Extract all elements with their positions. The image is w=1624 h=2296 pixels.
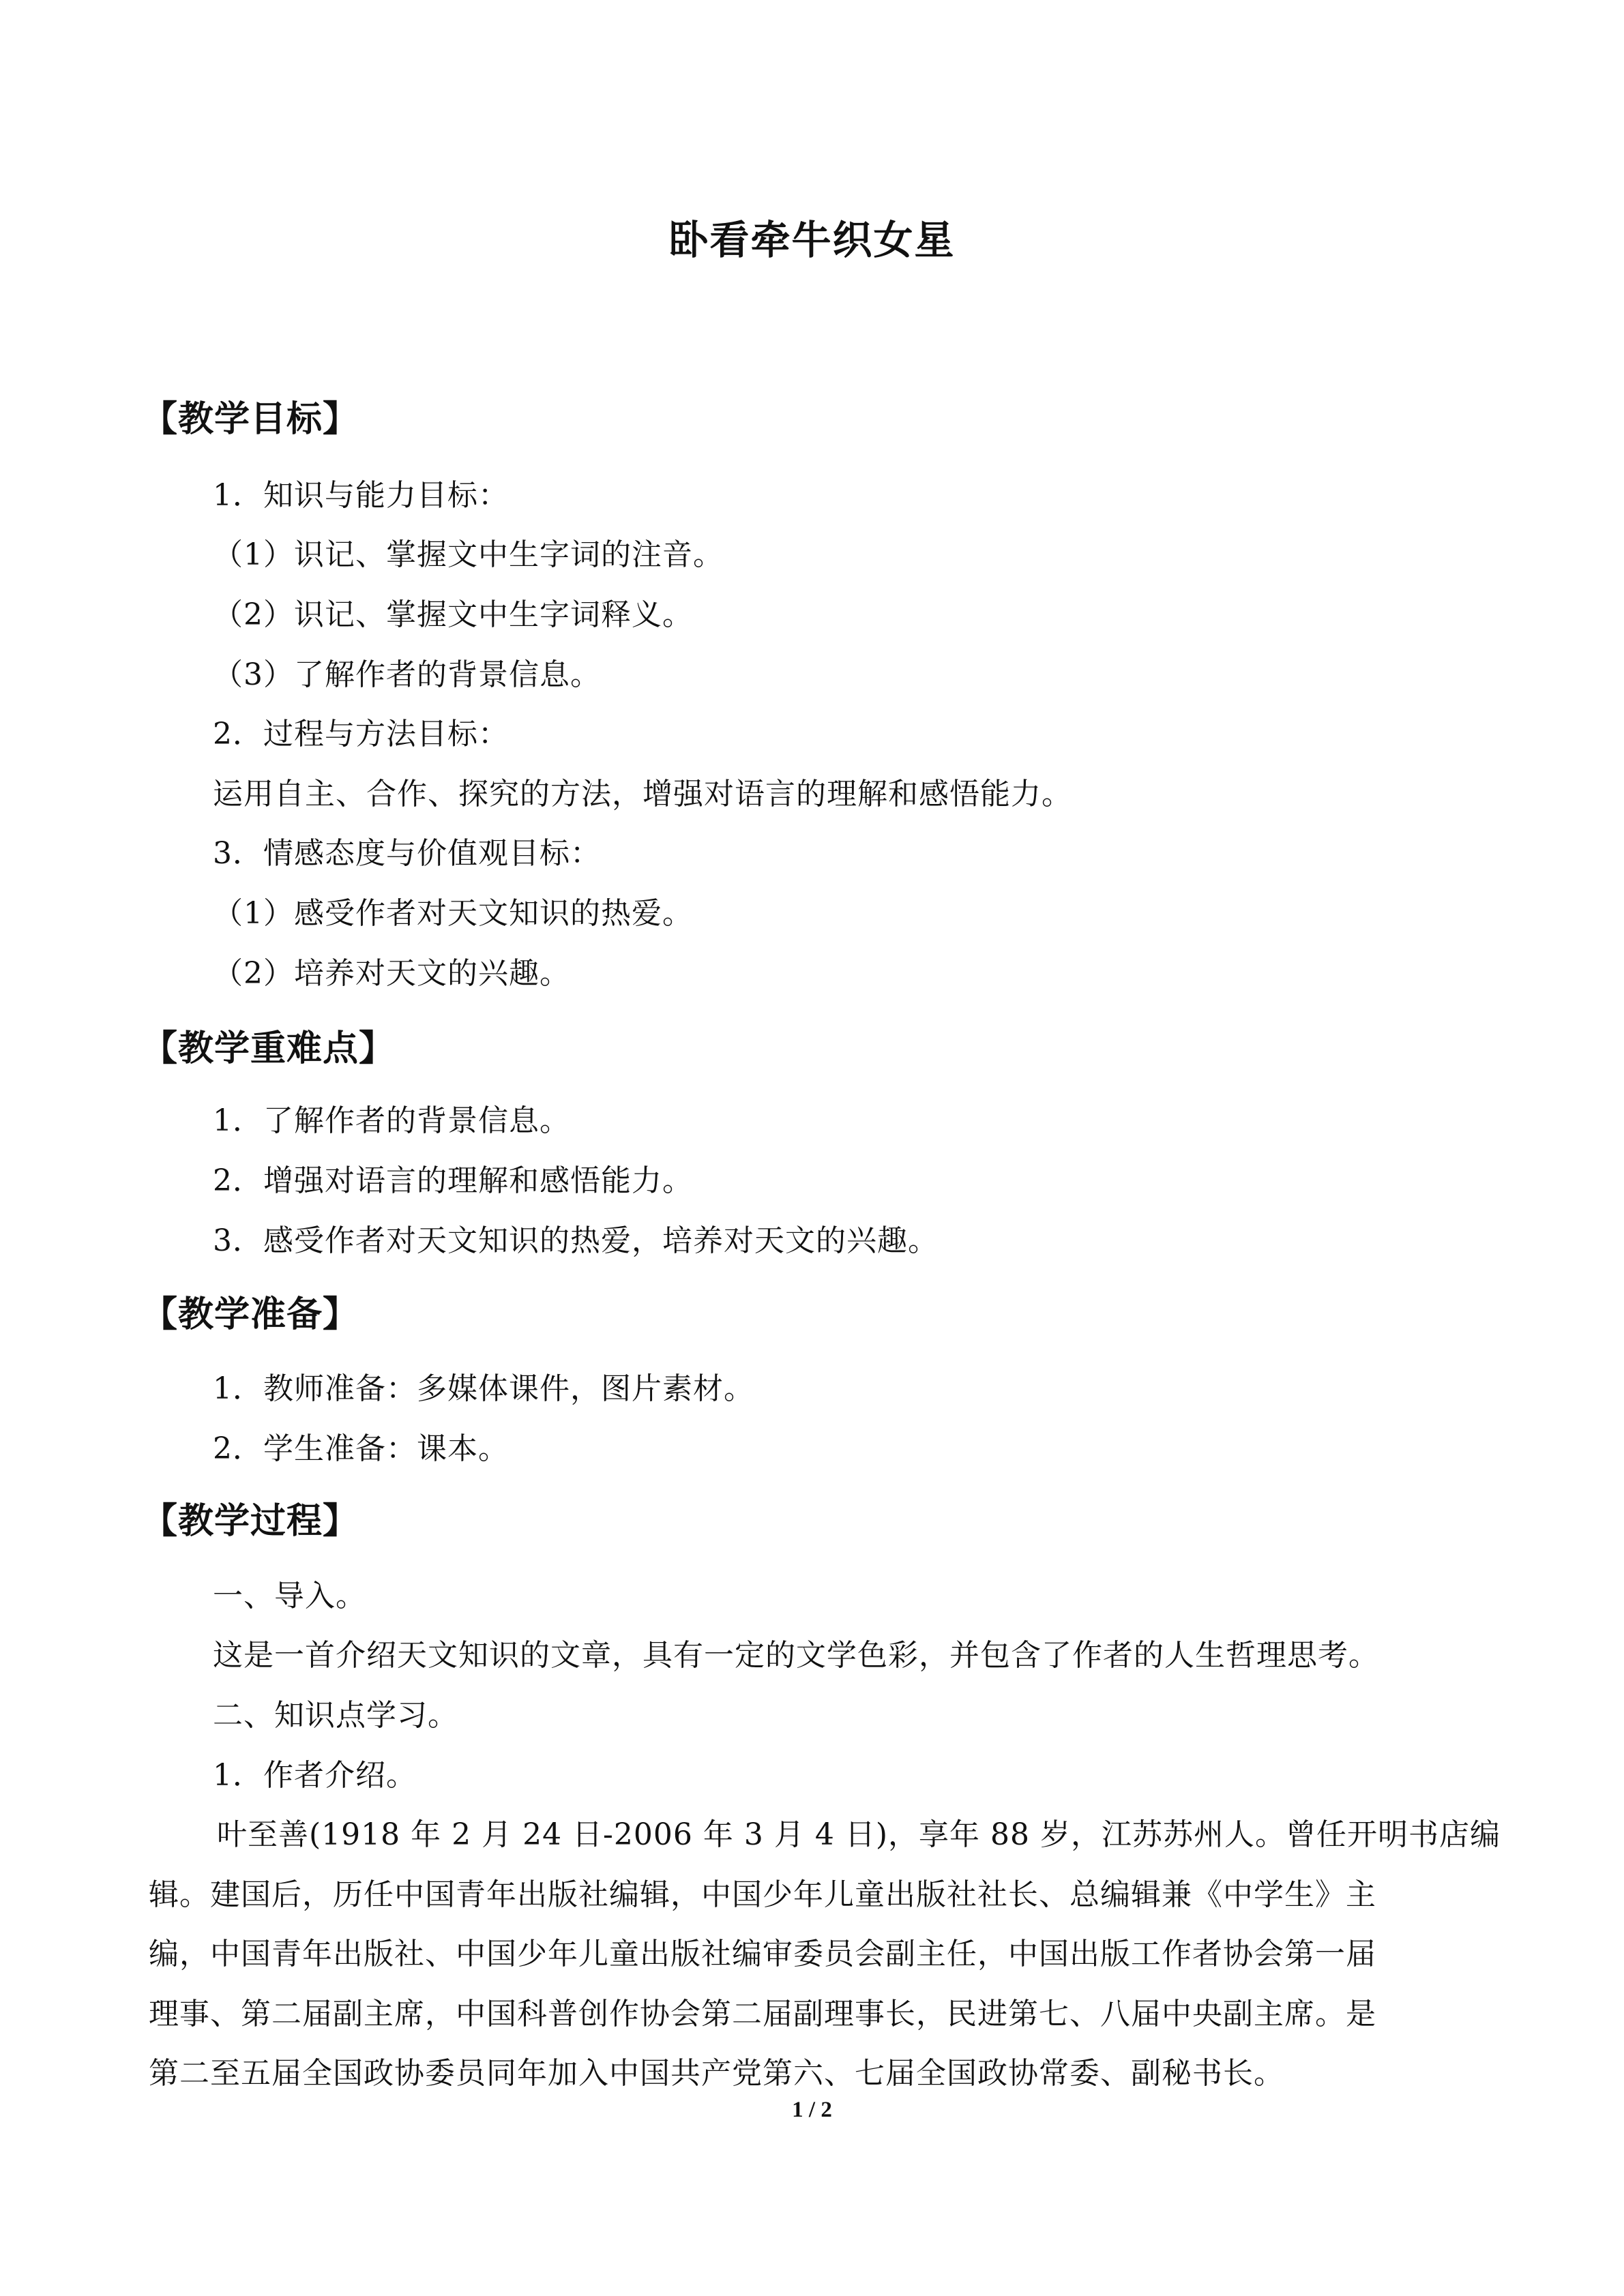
process-line: 这是一首介绍天文知识的文章，具有一定的文学色彩，并包含了作者的人生哲理思考。 [213, 1638, 1379, 1673]
section-heading-process: 【教学过程】 [142, 1501, 359, 1542]
goals-line: （2）培养对天文的兴趣。 [213, 956, 570, 991]
process-line: 1．作者介绍。 [213, 1758, 417, 1793]
page-number: 1 / 2 [792, 2098, 832, 2122]
key-points-line: 2．增强对语言的理解和感悟能力。 [213, 1163, 693, 1198]
author-paragraph-line: 辑。建国后，历任中国青年出版社编辑，中国少年儿童出版社社长、总编辑兼《中学生》主 [149, 1877, 1376, 1912]
process-line: 一、导入。 [213, 1579, 366, 1613]
goals-line: （3）了解作者的背景信息。 [213, 657, 601, 692]
author-paragraph-line: 第二至五届全国政协委员同年加入中国共产党第六、七届全国政协常委、副秘书长。 [149, 2056, 1284, 2091]
preparation-line: 2．学生准备：课本。 [213, 1431, 509, 1466]
goals-line: （2）识记、掌握文中生字词释义。 [213, 597, 693, 632]
author-paragraph-line: 理事、第二届副主席，中国科普创作协会第二届副理事长，民进第七、八届中央副主席。是 [149, 1997, 1376, 2031]
goals-line: 3．情感态度与价值观目标： [213, 836, 601, 871]
goals-line: （1）识记、掌握文中生字词的注音。 [213, 537, 724, 572]
goals-line: 2．过程与方法目标： [213, 717, 509, 751]
key-points-line: 3．感受作者对天文知识的热爱，培养对天文的兴趣。 [213, 1223, 939, 1258]
goals-line: （1）感受作者对天文知识的热爱。 [213, 896, 693, 931]
goals-line: 运用自主、合作、探究的方法，增强对语言的理解和感悟能力。 [213, 777, 1072, 811]
preparation-line: 1．教师准备：多媒体课件，图片素材。 [213, 1371, 754, 1406]
section-heading-key-points: 【教学重难点】 [142, 1028, 396, 1069]
section-heading-goals: 【教学目标】 [142, 399, 359, 440]
section-heading-preparation: 【教学准备】 [142, 1294, 359, 1335]
author-paragraph-line: 叶至善(1918 年 2 月 24 日-2006 年 3 月 4 日)，享年 88 岁，江苏苏州人。曾任开明书店编 [217, 1817, 1501, 1852]
process-line: 二、知识点学习。 [213, 1698, 458, 1733]
document-title: 卧看牵牛织女星 [668, 217, 956, 263]
author-paragraph-line: 编，中国青年出版社、中国少年儿童出版社编审委员会副主任，中国出版工作者协会第一届 [149, 1937, 1376, 1971]
key-points-line: 1．了解作者的背景信息。 [213, 1103, 570, 1138]
goals-line: 1．知识与能力目标： [213, 478, 509, 513]
